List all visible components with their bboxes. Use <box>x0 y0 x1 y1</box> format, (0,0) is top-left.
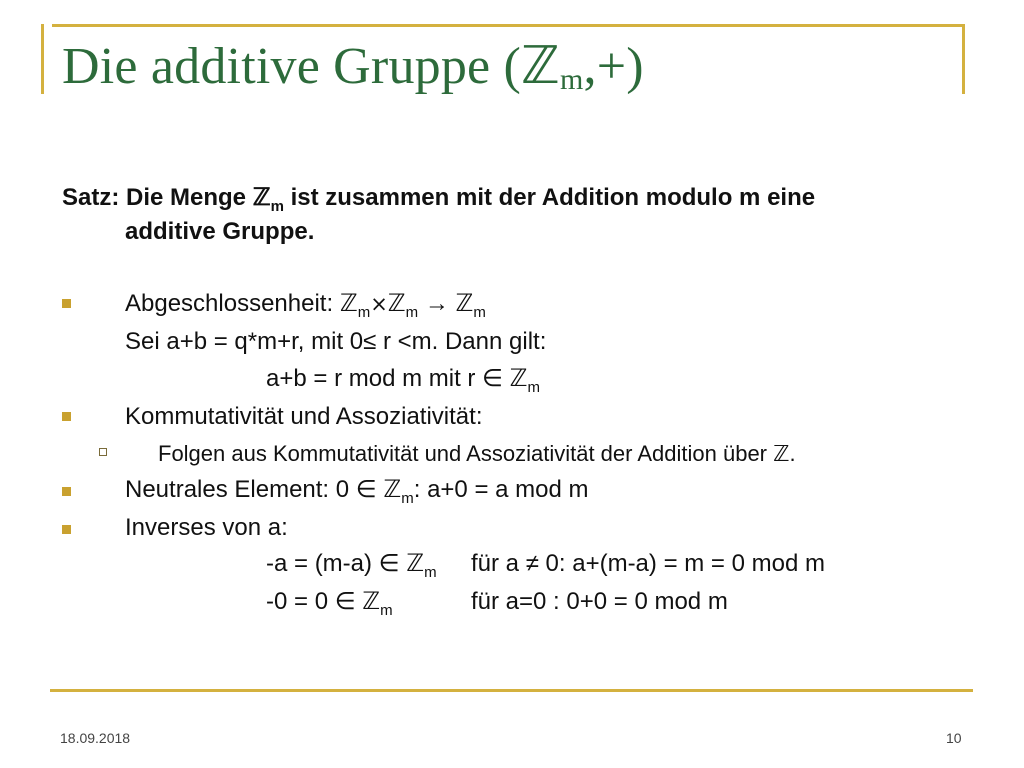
slide-title <box>62 36 644 96</box>
satz-line-1: Satz: Die Menge ℤ$_m$ ist zusammen mit der Addition modulo m eine <box>62 184 816 215</box>
kommutativ-subpoint: Folgen aus Kommutativität und Assoziativität der Addition über ℤ. <box>158 441 796 466</box>
closure-line-3: a+b = r mod m mit r ∈ ℤ$_m$ <box>266 365 541 396</box>
bullet-icon <box>62 412 71 421</box>
title-end: ,+) <box>583 38 644 95</box>
footer-page-number: 10 <box>946 730 962 746</box>
inverse-heading: Inverses von a: <box>125 514 288 541</box>
closure-heading: Abgeschlossenheit: ℤ$_m$×ℤ$_m$ → ℤ$_m$ <box>125 290 486 321</box>
top-frame-line <box>52 24 964 27</box>
square-bullet-icon <box>99 448 107 456</box>
bullet-icon <box>62 525 71 534</box>
left-frame-line <box>41 24 44 94</box>
title-subscript: m <box>559 63 584 96</box>
bullet-icon <box>62 487 71 496</box>
bottom-frame-line <box>50 689 973 692</box>
bullet-icon <box>62 299 71 308</box>
closure-line-2: Sei a+b = q*m+r, mit 0≤ r <m. Dann gilt: <box>125 328 547 355</box>
kommutativ-heading: Kommutativität und Assoziativität: <box>125 403 483 430</box>
inverse-line-1a: -a = (m-a) ∈ ℤ$_m$ <box>266 550 437 581</box>
right-frame-line <box>962 24 965 94</box>
inverse-line-2a: -0 = 0 ∈ ℤ$_m$ <box>266 588 393 619</box>
neutral-element: Neutrales Element: 0 ∈ ℤ$_m$: a+0 = a mod m <box>125 476 589 507</box>
inverse-line-1b: für a ≠ 0: a+(m-a) = m = 0 mod m <box>471 550 825 577</box>
title-main: Die additive Gruppe (ℤ <box>62 38 560 95</box>
satz-line-2: additive Gruppe. <box>125 218 315 245</box>
inverse-line-2b: für a=0 : 0+0 = 0 mod m <box>471 588 728 615</box>
footer-date: 18.09.2018 <box>60 730 131 746</box>
